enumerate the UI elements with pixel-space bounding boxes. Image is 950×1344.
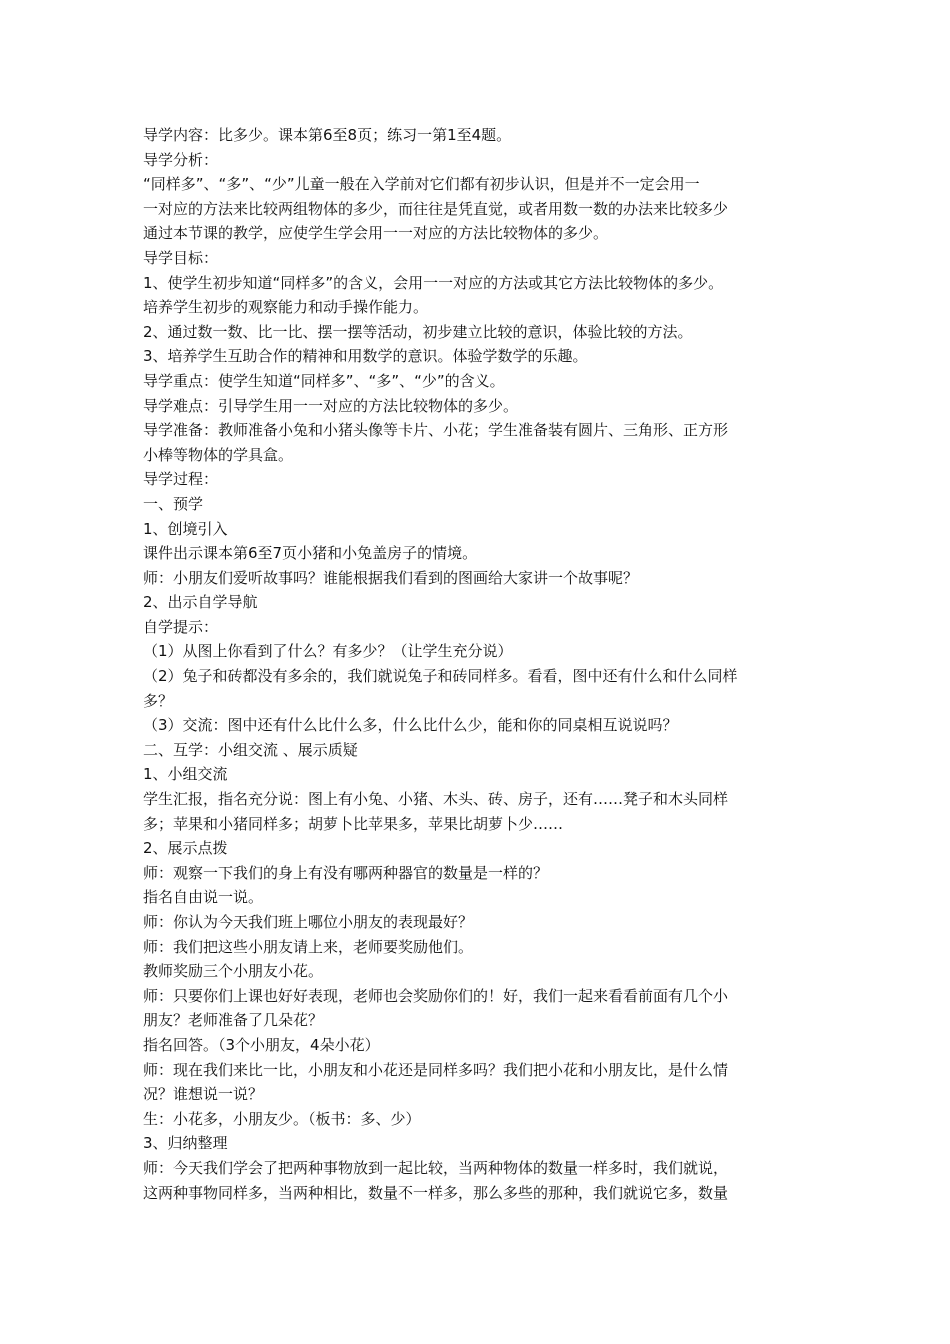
text-line: 3、归纳整理	[143, 1134, 228, 1153]
text-line: 导学过程：	[143, 470, 219, 489]
text-line: 1、小组交流	[143, 765, 228, 784]
text-line: 导学内容：比多少。课本第6至8页；练习一第1至4题。	[143, 126, 512, 144]
text-line: 一对应的方法来比较两组物体的多少，而往往是凭直觉，或者用数一数的办法来比较多少	[143, 199, 729, 218]
text-line: 指名回答。（3个小朋友，4朵小花）	[143, 1035, 380, 1054]
text-line: 导学目标：	[143, 248, 219, 267]
text-line: 一、预学	[143, 494, 204, 513]
text-line: 导学难点：引导学生用一一对应的方法比较物体的多少。	[143, 396, 519, 415]
text-line: （2）兔子和砖都没有多余的，我们就说兔子和砖同样多。看看，图中还有什么和什么同样	[143, 667, 738, 686]
text-line: 自学提示：	[143, 617, 219, 636]
text-line: 多？	[143, 691, 174, 710]
text-line: 师：你认为今天我们班上哪位小朋友的表现最好？	[143, 913, 474, 931]
text-line: 1、使学生初步知道“同样多”的含义，会用一一对应的方法或其它方法比较物体的多少。	[143, 273, 724, 292]
text-line: 师：观察一下我们的身上有没有哪两种器官的数量是一样的？	[143, 863, 549, 882]
text-line: 师：小朋友们爱听故事吗？谁能根据我们看到的图画给大家讲一个故事呢？	[143, 568, 639, 587]
text-line: 小棒等物体的学具盒。	[143, 445, 294, 464]
text-line: 导学准备：教师准备小兔和小猪头像等卡片、小花；学生准备装有圆片、三角形、正方形	[143, 421, 729, 440]
text-line: 导学分析：	[143, 150, 219, 169]
text-line: 2、出示自学导航	[143, 593, 258, 612]
text-line: 指名自由说一说。	[143, 888, 264, 907]
text-line: 学生汇报，指名充分说：图上有小兔、小猪、木头、砖、房子，还有……凳子和木头同样	[143, 790, 729, 809]
text-line: 师：现在我们来比一比，小朋友和小花还是同样多吗？我们把小花和小朋友比，是什么情	[143, 1060, 729, 1079]
text-line: 1、创境引入	[143, 519, 228, 538]
text-line: 2、展示点拨	[143, 839, 228, 858]
text-line: 多；苹果和小猪同样多；胡萝卜比苹果多，苹果比胡萝卜少……	[143, 814, 564, 833]
text-line: “同样多”、“多”、“少”儿童一般在入学前对它们都有初步认识，但是并不一定会用一	[143, 175, 700, 194]
text-line: 这两种事物同样多，当两种相比，数量不一样多，那么多些的那种，我们就说它多，数量	[143, 1183, 729, 1202]
text-line: 朋友？老师准备了几朵花？	[143, 1011, 324, 1030]
text-line: 教师奖励三个小朋友小花。	[143, 962, 324, 981]
text-line: 课件出示课本第6至7页小猪和小兔盖房子的情境。	[143, 544, 478, 563]
text-line: 二、互学：小组交流 、展示质疑	[143, 740, 358, 759]
text-line: 2、通过数一数、比一比、摆一摆等活动，初步建立比较的意识，体验比较的方法。	[143, 322, 693, 341]
text-line: 师：只要你们上课也好好表现，老师也会奖励你们的！好，我们一起来看看前面有几个小	[143, 986, 729, 1005]
text-line: 3、培养学生互助合作的精神和用数学的意识。体验学数学的乐趣。	[143, 347, 588, 366]
text-line: 导学重点：使学生知道“同样多”、“多”、“少”的含义。	[143, 371, 505, 390]
text-line: 培养学生初步的观察能力和动手操作能力。	[143, 298, 429, 317]
document-body	[143, 123, 813, 1205]
text-line: 通过本节课的教学，应使学生学会用一一对应的方法比较物体的多少。	[143, 224, 609, 243]
text-line: 师：我们把这些小朋友请上来，老师要奖励他们。	[143, 937, 474, 956]
text-line: 生：小花多，小朋友少。（板书：多、少）	[143, 1109, 421, 1128]
text-line: 师：今天我们学会了把两种事物放到一起比较，当两种物体的数量一样多时，我们就说，	[143, 1158, 729, 1177]
text-line: 况？谁想说一说？	[143, 1085, 264, 1104]
text-line: （3）交流：图中还有什么比什么多，什么比什么少，能和你的同桌相互说说吗？	[143, 716, 678, 735]
text-line: （1）从图上你看到了什么？有多少？（让学生充分说）	[143, 642, 513, 661]
